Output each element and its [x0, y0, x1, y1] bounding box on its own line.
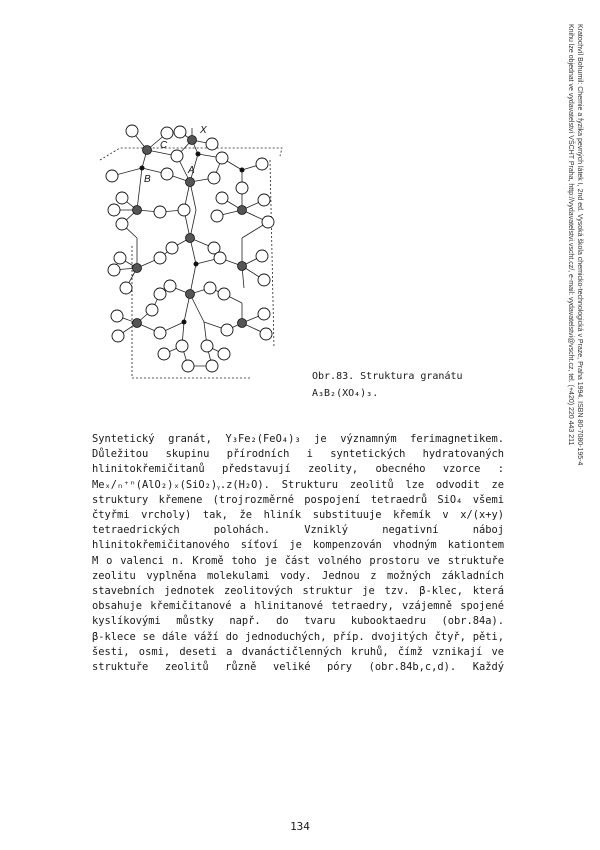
garnet-structure-figure	[92, 98, 312, 388]
text-line: Meₓ/ₙ⁺ⁿ(AlO₂)ₓ(SiO₂)ᵧ.z(H₂O). Strukturu zeolitů lze odvodit ze	[92, 478, 504, 491]
label-b: B	[144, 174, 151, 185]
text-line: Syntetický granát, Y₃Fe₂(FeO₄)₃ je významným ferimagnetikem.	[92, 433, 504, 445]
text-line: šesti, osmi, deseti a dvanáctičlenných kruhů, čímž vznikají ve	[92, 645, 504, 658]
body-text	[92, 432, 504, 675]
text-line: hlinitokřemičitanů představují zeolity, obecného vzorce :	[92, 463, 504, 476]
text-line: struktury křemene (trojrozměrné pospojení tetraedrů SiO₄ všemi	[92, 493, 504, 506]
text-line: hlinitokřemičitanového síťoví je kompenzován vhodným kationtem	[92, 539, 504, 552]
label-a: A	[188, 165, 195, 176]
text-line: β-klece se dále váží do jednoduchých, příp. dvojitých čtyř, pěti,	[92, 630, 504, 643]
figure-caption	[312, 368, 463, 402]
caption-line-2: A₃B₂(XO₄)₃.	[312, 388, 379, 399]
side-note-line-1: Kratochvíl Bohumil: Chemie a fyzika pevných látek I, 2nd ed. Vysoká škola chemicko-technologická v Praze, Praha 1994. ISBN 80-7080-195-4	[576, 24, 583, 466]
side-note	[567, 24, 583, 644]
text-line: tetraedrických polohách. Vzniklý negativní náboj	[92, 524, 504, 537]
text-line: Důležitou skupinu přírodních i syntetických hydratovaných	[92, 448, 504, 461]
text-line: kyslíkovými můstky např. do tvaru kubooktaedru (obr.84a).	[92, 615, 504, 628]
text-line: M o valenci n. Kromě toho je část volného prostoru ve struktuře	[92, 554, 504, 567]
text-line: stavebních jednotek zeolitových struktur je tzv. β-klec, která	[92, 585, 504, 598]
text-line: struktuře zeolitů různě veliké póry (obr.84b,c,d). Každý	[92, 661, 504, 674]
side-note-line-2: Knihu lze objednat ve vydavatelství VŠCHT Praha, http://vydavatelstvi.vscht.cz/, e-mail: vydavatelstvi@vscht.cz, tel. (+420) 220 443 211	[567, 24, 574, 446]
label-x: X	[200, 125, 207, 136]
text-line: čtyřmi vrcholy) tak, že hliník substituuje křemík v x/(x+y)	[92, 509, 504, 522]
caption-line-1: Obr.83. Struktura granátu	[312, 371, 463, 382]
text-line: zeolitu vyplněna molekulami vody. Jednou z možných základních	[92, 569, 504, 582]
label-c: C	[160, 140, 168, 151]
text-line: obsahuje křemičitanové a hlinitanové tetraedry, vzájemně spojené	[92, 600, 504, 613]
garnet-structure-diagram	[92, 98, 312, 388]
page-number: 134	[290, 820, 310, 833]
